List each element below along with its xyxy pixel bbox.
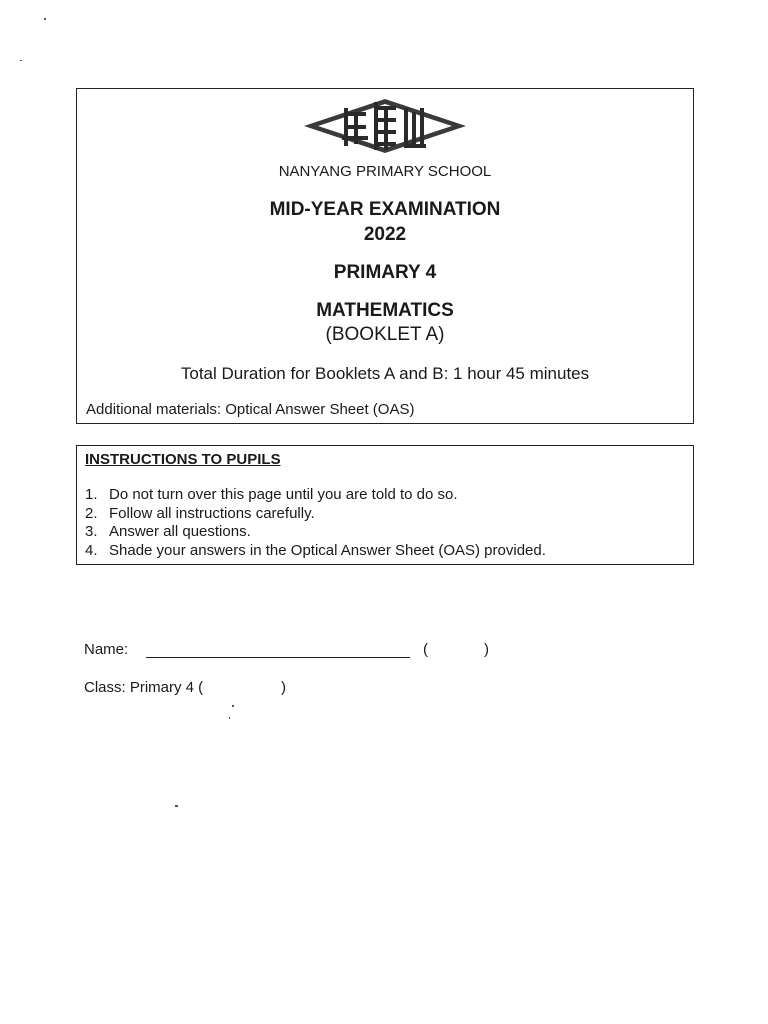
school-crest-icon [304,94,466,158]
instructions-list [85,486,546,560]
exam-level: PRIMARY 4 [333,262,437,283]
instruction-text: Shade your answers in the Optical Answer Sheet (OAS) provided. [109,541,546,559]
instruction-item [85,523,546,542]
instruction-item [85,486,546,505]
scan-speck [175,805,178,807]
name-label: Name: [84,641,129,658]
instruction-number: 3. [85,523,98,540]
instruction-text: Follow all instructions carefully. [109,504,315,522]
exam-subject: MATHEMATICS [316,300,454,321]
instruction-number: 2. [85,504,98,522]
scan-speck [232,705,234,707]
instruction-number: 4. [85,541,98,559]
exam-title: MID-YEAR EXAMINATION [269,199,501,220]
exam-year: 2022 [363,224,407,245]
instruction-text: Do not turn over this page until you are told to do so. [109,486,458,503]
class-paren-close: ) [281,679,286,696]
class-label: Class: Primary 4 ( [84,679,204,696]
instruction-item [85,505,546,524]
instruction-item [85,542,546,561]
school-name: NANYANG PRIMARY SCHOOL [278,163,492,180]
scan-speck [229,717,230,719]
name-field[interactable] [146,657,410,658]
scan-speck [44,18,46,20]
instruction-text: Answer all questions. [109,523,251,540]
booklet-label: (BOOKLET A) [325,324,445,345]
exam-duration: Total Duration for Booklets A and B: 1 hour 45 minutes [180,364,590,383]
scan-speck [20,60,22,61]
register-number-close: ) [484,641,489,658]
additional-materials: Additional materials: Optical Answer Sheet (OAS) [86,401,415,418]
register-number-open: ( [423,641,428,658]
instruction-number: 1. [85,486,98,503]
instructions-heading: INSTRUCTIONS TO PUPILS [85,451,281,468]
